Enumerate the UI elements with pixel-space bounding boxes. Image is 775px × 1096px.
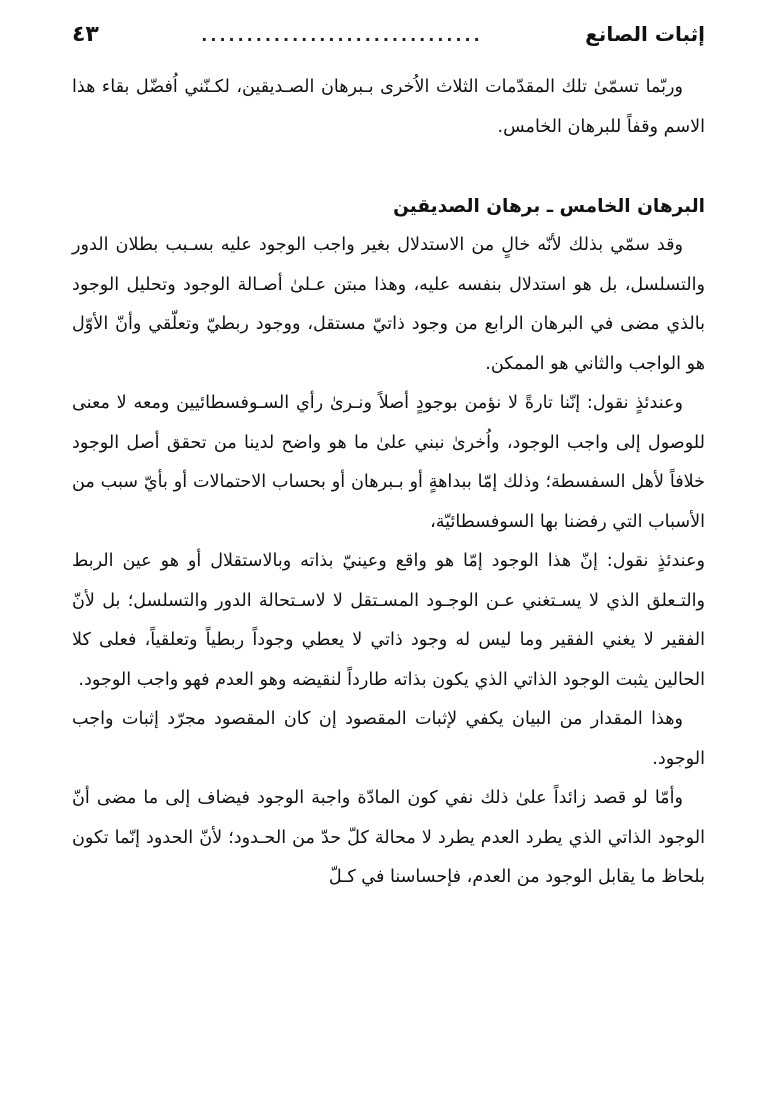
running-header xyxy=(72,22,705,56)
paragraph-6: وأمّا لو قصد زائداً علىٰ ذلك نفي كون المادّة واجبة الوجود فيضاف إلى ما مضى أنّ الوجود الذاتي الذي يطرد العدم يطرد لا محالة كلّ حدّ من الحـدود؛ لأنّ الحدود إنّما تكون بلحاظ ما يقابل الوجود من العدم، فإحساسنا في كـلّ xyxy=(72,788,705,887)
paragraph-1: وربّما تسمّىٰ تلك المقدّمات الثلاث الاُخرى بـبرهان الصـديقين، لكـنّني اُفضّل بقاء هذا الاسم وقفاً للبرهان الخامس. xyxy=(72,77,705,137)
paragraph-3: وعندئذٍ نقول: إنّنا تارةً لا نؤمن بوجودٍ أصلاً ونـرىٰ رأي السـوفسطائيين ومعه لا معنى للوصول إلى واجب الوجود، واُخرىٰ نبني علىٰ ما هو واضح لدينا من تحقق أصل الوجود خلافاً لأهل السفسطة؛ وذلك إمّا ببداهةٍ أو بـبرهان أو بحساب الاحتمالات أو بأيّ سبب من الأسباب التي رفضنا بها السوفسطائيّة، xyxy=(72,393,705,532)
section-gap xyxy=(72,147,705,187)
header-title: إثبات الصانع xyxy=(585,22,705,46)
section-heading: البرهان الخامس ـ برهان الصديقين xyxy=(393,196,705,217)
page-number: ٤٣ xyxy=(72,22,99,47)
header-leader-dots: ............................... xyxy=(201,26,483,45)
paragraph-2: وقد سمّي بذلك لأنّه خالٍ من الاستدلال بغير واجب الوجود عليه بسـبب بطلان الدور والتسلسل، بل هو استدلال بنفسه عليه، وهذا مبتن عـلىٰ أصـالة الوجود وتحليل الوجود بالذي مضى في البرهان الرابع من وجود ذاتيّ مستقل، ووجود ربطيّ وتعلّقي وأنّ الأوّل هو الواجب والثاني هو الممكن. xyxy=(72,235,705,374)
paragraph-4: وعندئذٍ نقول: إنّ هذا الوجود إمّا هو واقع وعينيّ بذاته وبالاستقلال أو هو عين الربط والتـعلق الذي لا يسـتغني عـن الوجـود المسـتقل لا لاسـتحالة الدور والتسلسل؛ بل لأنّ الفقير لا يغني الفقير وما ليس له وجود ذاتي لا يعطي وجوداً ربطياً وتعلقياً، فعلى كلا الحالين يثبت الوجود الذاتي الذي يكون بذاته طارداً لنقيضه وهو العدم فهو واجب الوجود. xyxy=(72,551,705,690)
paragraph-5: وهذا المقدار من البيان يكفي لإثبات المقصود إن كان المقصود مجرّد إثبات واجب الوجود. xyxy=(72,709,705,769)
